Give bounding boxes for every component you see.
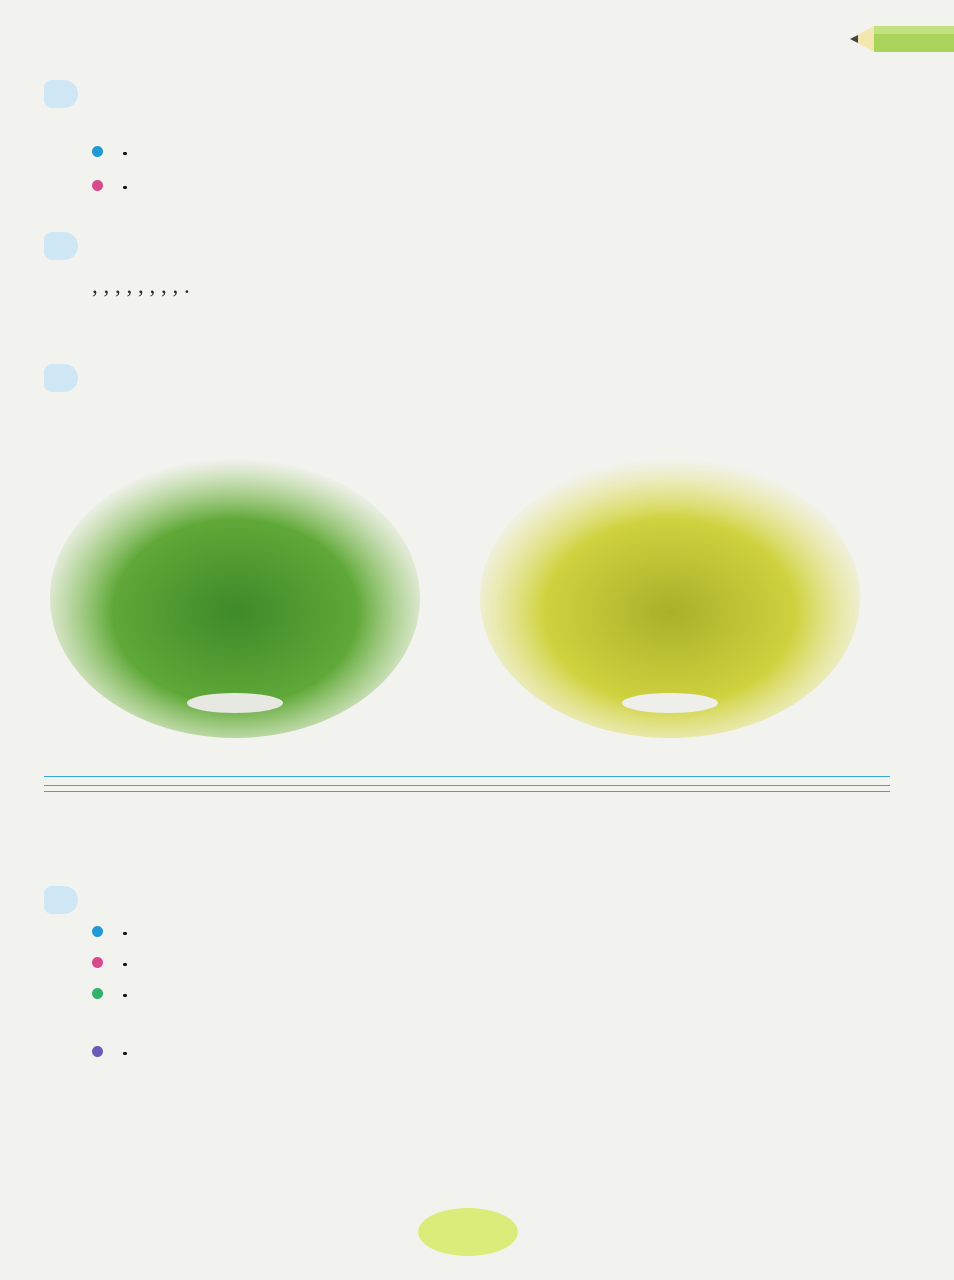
- task-4-row-2: [92, 180, 125, 191]
- answer-line: [44, 776, 890, 777]
- page-number: [418, 1208, 518, 1256]
- task-number-badge: [44, 886, 78, 914]
- task-4-row-1: [92, 146, 125, 157]
- fern-illustrations: [40, 418, 890, 748]
- bullet-icon: [92, 926, 103, 937]
- task-5-header: [44, 232, 86, 260]
- task-number-badge: [44, 232, 78, 260]
- top-dot-border: [42, 34, 842, 48]
- task-5-word-list: , , , , , , , , .: [92, 273, 190, 298]
- task-number-badge: [44, 364, 78, 392]
- task-4-header: [44, 80, 86, 108]
- task-6-answer-area: [44, 776, 890, 786]
- task-6-header: [44, 364, 86, 392]
- answer-line: [44, 785, 890, 786]
- task-7-header: [44, 886, 86, 914]
- bullet-icon: [92, 988, 103, 999]
- bullet-icon: [92, 957, 103, 968]
- task-7-row-1: [92, 926, 125, 937]
- answer-line: [44, 791, 890, 792]
- bullet-icon: [92, 146, 103, 157]
- pencil-icon: [846, 18, 954, 60]
- task-7-row-2: [92, 957, 125, 968]
- task-number-badge: [44, 80, 78, 108]
- task-7-row-4: [92, 1046, 125, 1057]
- healthy-green-fern-image: [50, 458, 420, 738]
- yellowing-fern-image: [480, 458, 860, 738]
- task-7-row-3: [92, 988, 125, 999]
- bullet-icon: [92, 1046, 103, 1057]
- bullet-icon: [92, 180, 103, 191]
